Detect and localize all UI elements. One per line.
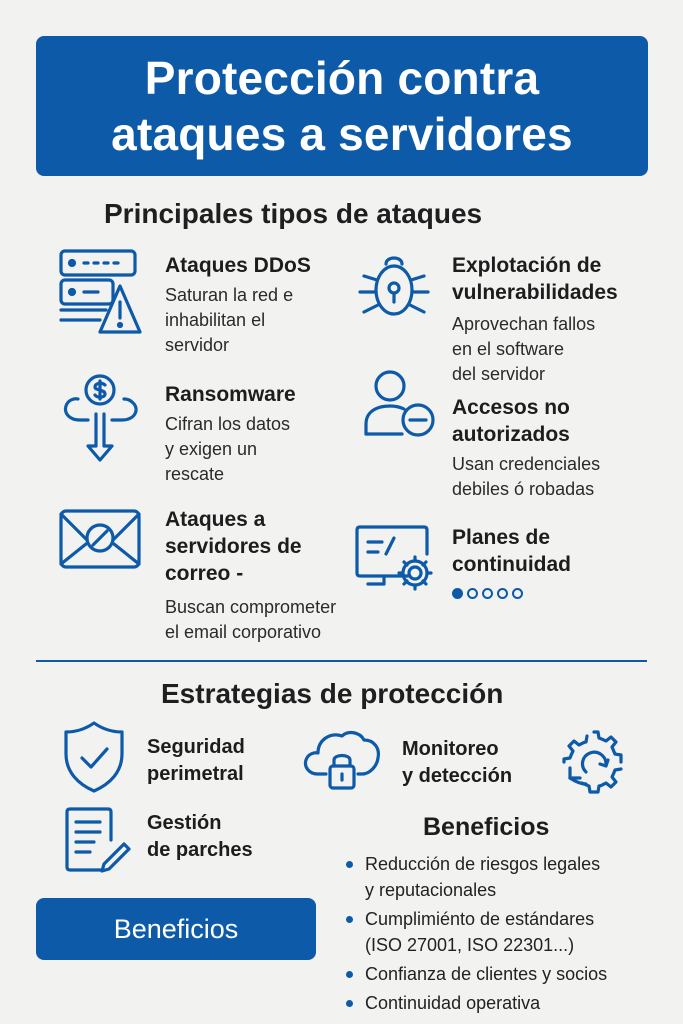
desc-line: Cifran los datos [165,414,291,434]
cloud-ransom-icon [60,372,144,468]
cloud-lock-icon [302,724,382,794]
document-edit-icon [64,806,132,874]
list-item: Confianza de clientes y socios [346,961,676,987]
title-line: correo - [165,562,244,585]
desc-line: y exigen un [165,439,258,459]
title-line: continuidad [452,553,571,576]
desc-line: Aprovechan fallos [452,314,596,334]
title-line: Seguridad [147,736,245,758]
dot [452,588,463,599]
dot [497,588,508,599]
pagination-dots [452,588,571,599]
page-title-line-2: ataques a servidores [111,108,573,160]
benefits-heading: Beneficios [423,813,550,841]
title-line: Explotación de [452,254,602,277]
attack-desc [165,595,336,645]
benefits-list [346,848,676,1016]
shield-check-icon [62,720,126,794]
dot [482,588,493,599]
strategy-perimeter [147,734,245,788]
list-item-continuation: (ISO 27001, ISO 22301...) [365,935,575,955]
attack-title [452,524,571,578]
desc-line: en el software [452,339,565,359]
title-line: autorizados [452,423,570,446]
dot [467,588,478,599]
attack-desc [452,312,618,387]
desc-line: rescate [165,464,225,484]
list-item: Cumplimiénto de estándares [346,906,676,932]
strategy-patches [147,810,253,864]
monitor-gear-icon [354,524,436,592]
strategies-heading: Estrategias de protección [161,678,504,709]
title-line: Ataques a [165,508,266,531]
bug-icon [356,250,432,324]
title-line: y detección [402,765,513,787]
desc-line: Buscan comprometer [165,597,337,617]
attack-card-unauthorized-access [452,394,600,502]
attack-desc [165,283,311,358]
strategy-title [147,810,253,864]
attack-desc [452,452,600,502]
strategy-title [402,736,512,790]
title-line: servidores de [165,535,302,558]
attack-title [165,506,336,587]
title-line: Planes de [452,526,551,549]
attack-card-ransomware [165,381,296,487]
user-minus-icon [362,368,440,440]
list-item: Continuidad operativa [346,990,676,1016]
attack-desc [165,412,296,487]
section-divider [36,660,647,662]
attack-title: Ataques DDoS [165,254,311,277]
gear-refresh-icon [560,728,628,796]
title-line: Gestión [147,812,222,834]
list-item-continuation: y reputacionales [365,880,497,900]
benefits-button[interactable]: Beneficios [36,898,316,960]
attack-title: Ransomware [165,383,296,406]
desc-line: Saturan la red e [165,285,294,305]
server-warning-icon [58,248,142,338]
attack-card-ddos [165,252,311,358]
desc-line: debiles ó robadas [452,479,595,499]
attack-card-continuity [452,524,571,599]
strategy-monitoring [402,736,512,790]
desc-line: el email corporativo [165,622,322,642]
attack-card-mail-servers [165,506,336,645]
title-line: Monitoreo [402,738,499,760]
attack-title [452,394,600,448]
desc-line: del servidor [452,364,546,384]
page-title-line-1: Protección contra [144,52,540,104]
title-line: perimetral [147,763,244,785]
desc-line: inhabilitan el [165,310,266,330]
desc-line: Usan credenciales [452,454,601,474]
dot [512,588,523,599]
mail-blocked-icon [58,508,142,570]
desc-line: servidor [165,335,230,355]
attack-title [452,252,618,306]
attack-card-vulnerabilities [452,252,618,387]
title-banner [36,36,648,176]
strategy-title [147,734,245,788]
title-line: vulnerabilidades [452,281,618,304]
list-item: Reducción de riesgos legales [346,851,676,877]
title-line: de parches [147,839,253,861]
attacks-heading: Principales tipos de ataques [104,198,483,229]
title-line: Accesos no [452,396,570,419]
